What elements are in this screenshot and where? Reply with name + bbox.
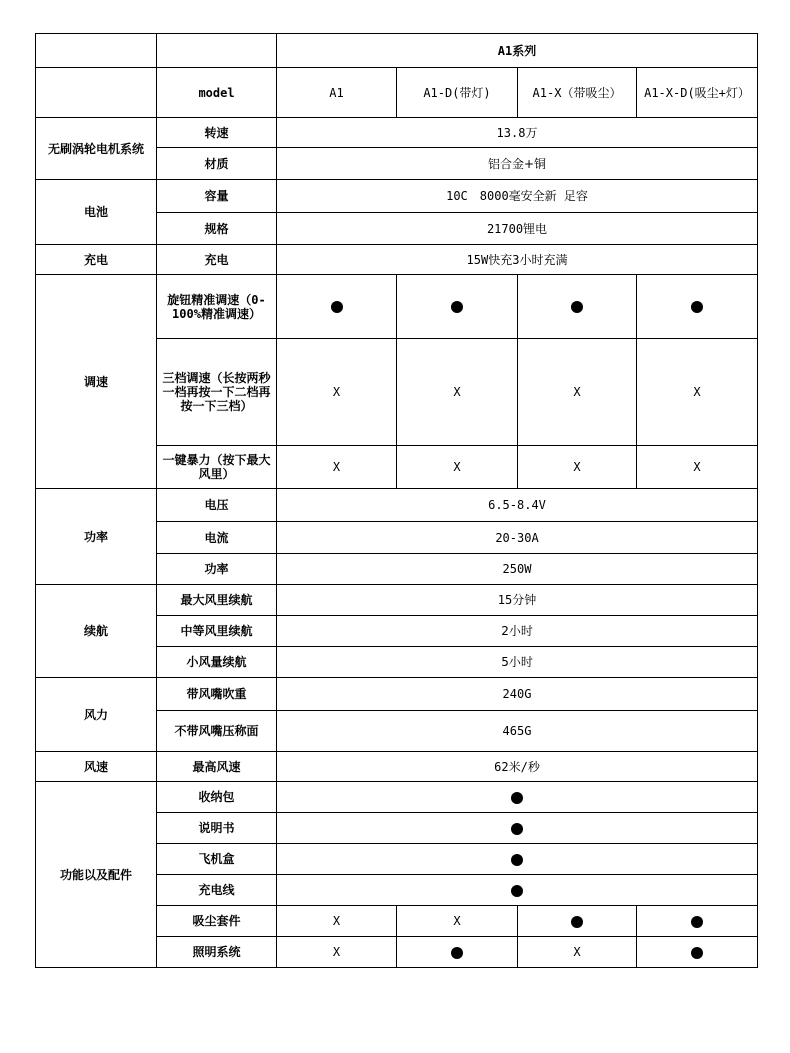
- row-value: 21700锂电: [277, 213, 758, 245]
- model-name: A1: [277, 68, 397, 118]
- row-label: 三档调速（长按两秒一档再按一下二档再按一下三档）: [157, 339, 277, 446]
- model-value: X: [277, 906, 397, 937]
- row-value: [277, 813, 758, 844]
- row-label: 电压: [157, 489, 277, 522]
- row-label: 容量: [157, 180, 277, 213]
- model-value: [397, 937, 518, 968]
- filled-dot-icon: [511, 854, 523, 866]
- row-value: 铝合金+铜: [277, 148, 758, 180]
- category-power: 功率: [36, 489, 157, 585]
- filled-dot-icon: [691, 947, 703, 959]
- wind-force-nozzle-row: [36, 678, 758, 711]
- model-value: X: [637, 339, 758, 446]
- series-header-row: [36, 34, 758, 68]
- model-header-row: [36, 68, 758, 118]
- model-value: X: [637, 446, 758, 489]
- row-label: 材质: [157, 148, 277, 180]
- model-value: X: [518, 937, 637, 968]
- model-value: [397, 275, 518, 339]
- row-value: [277, 782, 758, 813]
- row-value: 10C 8000毫安全新 足容: [277, 180, 758, 213]
- accessory-row: [36, 782, 758, 813]
- battery-capacity-row: [36, 180, 758, 213]
- row-value: 20-30A: [277, 522, 758, 554]
- row-label: 中等风里续航: [157, 616, 277, 647]
- category-battery: 电池: [36, 180, 157, 245]
- model-value: [277, 275, 397, 339]
- row-label: 功率: [157, 554, 277, 585]
- row-value: 13.8万: [277, 118, 758, 148]
- model-value: X: [397, 446, 518, 489]
- row-label: 收纳包: [157, 782, 277, 813]
- endurance-max-row: [36, 585, 758, 616]
- empty-cell: [36, 34, 157, 68]
- model-value: [637, 275, 758, 339]
- filled-dot-icon: [511, 823, 523, 835]
- row-label: 照明系统: [157, 937, 277, 968]
- power-voltage-row: [36, 489, 758, 522]
- row-label: 最高风速: [157, 752, 277, 782]
- filled-dot-icon: [511, 885, 523, 897]
- row-label: 规格: [157, 213, 277, 245]
- category-speed-control: 调速: [36, 275, 157, 489]
- row-value: 2小时: [277, 616, 758, 647]
- model-value: [518, 275, 637, 339]
- row-label: 飞机盒: [157, 844, 277, 875]
- model-value: X: [277, 937, 397, 968]
- filled-dot-icon: [691, 916, 703, 928]
- model-label: model: [157, 68, 277, 118]
- row-label: 充电线: [157, 875, 277, 906]
- category-charging: 充电: [36, 245, 157, 275]
- model-value: X: [518, 446, 637, 489]
- model-name: A1-D(带灯): [397, 68, 518, 118]
- model-value: X: [397, 339, 518, 446]
- row-label: 最大风里续航: [157, 585, 277, 616]
- row-value: 62米/秒: [277, 752, 758, 782]
- row-value: 250W: [277, 554, 758, 585]
- category-motor: 无刷涡轮电机系统: [36, 118, 157, 180]
- model-value: X: [277, 339, 397, 446]
- charging-row: [36, 245, 758, 275]
- filled-dot-icon: [571, 916, 583, 928]
- row-label: 小风量续航: [157, 647, 277, 678]
- row-value: 6.5-8.4V: [277, 489, 758, 522]
- filled-dot-icon: [571, 301, 583, 313]
- category-wind-speed: 风速: [36, 752, 157, 782]
- model-value: X: [518, 339, 637, 446]
- row-label: 充电: [157, 245, 277, 275]
- category-endurance: 续航: [36, 585, 157, 678]
- category-wind-force: 风力: [36, 678, 157, 752]
- row-value: 15分钟: [277, 585, 758, 616]
- model-value: [518, 906, 637, 937]
- row-label: 电流: [157, 522, 277, 554]
- model-value: X: [277, 446, 397, 489]
- model-value: [637, 906, 758, 937]
- row-label: 不带风嘴压称面: [157, 711, 277, 752]
- category-accessories: 功能以及配件: [36, 782, 157, 968]
- row-value: 240G: [277, 678, 758, 711]
- row-value: 465G: [277, 711, 758, 752]
- series-title: A1系列: [277, 34, 758, 68]
- model-name: A1-X（带吸尘）: [518, 68, 637, 118]
- filled-dot-icon: [451, 947, 463, 959]
- row-label: 一键暴力（按下最大风里）: [157, 446, 277, 489]
- row-value: 5小时: [277, 647, 758, 678]
- row-value: [277, 875, 758, 906]
- filled-dot-icon: [691, 301, 703, 313]
- row-label: 转速: [157, 118, 277, 148]
- row-label: 旋钮精准调速（0-100%精准调速）: [157, 275, 277, 339]
- row-value: 15W快充3小时充满: [277, 245, 758, 275]
- wind-speed-row: [36, 752, 758, 782]
- row-label: 吸尘套件: [157, 906, 277, 937]
- empty-cell: [36, 68, 157, 118]
- filled-dot-icon: [331, 301, 343, 313]
- empty-cell: [157, 34, 277, 68]
- filled-dot-icon: [511, 792, 523, 804]
- row-value: [277, 844, 758, 875]
- speed-knob-row: [36, 275, 758, 339]
- spec-table: [35, 33, 758, 968]
- row-label: 说明书: [157, 813, 277, 844]
- row-label: 带风嘴吹重: [157, 678, 277, 711]
- motor-speed-row: [36, 118, 758, 148]
- model-value: [637, 937, 758, 968]
- model-value: X: [397, 906, 518, 937]
- model-name: A1-X-D(吸尘+灯）: [637, 68, 758, 118]
- filled-dot-icon: [451, 301, 463, 313]
